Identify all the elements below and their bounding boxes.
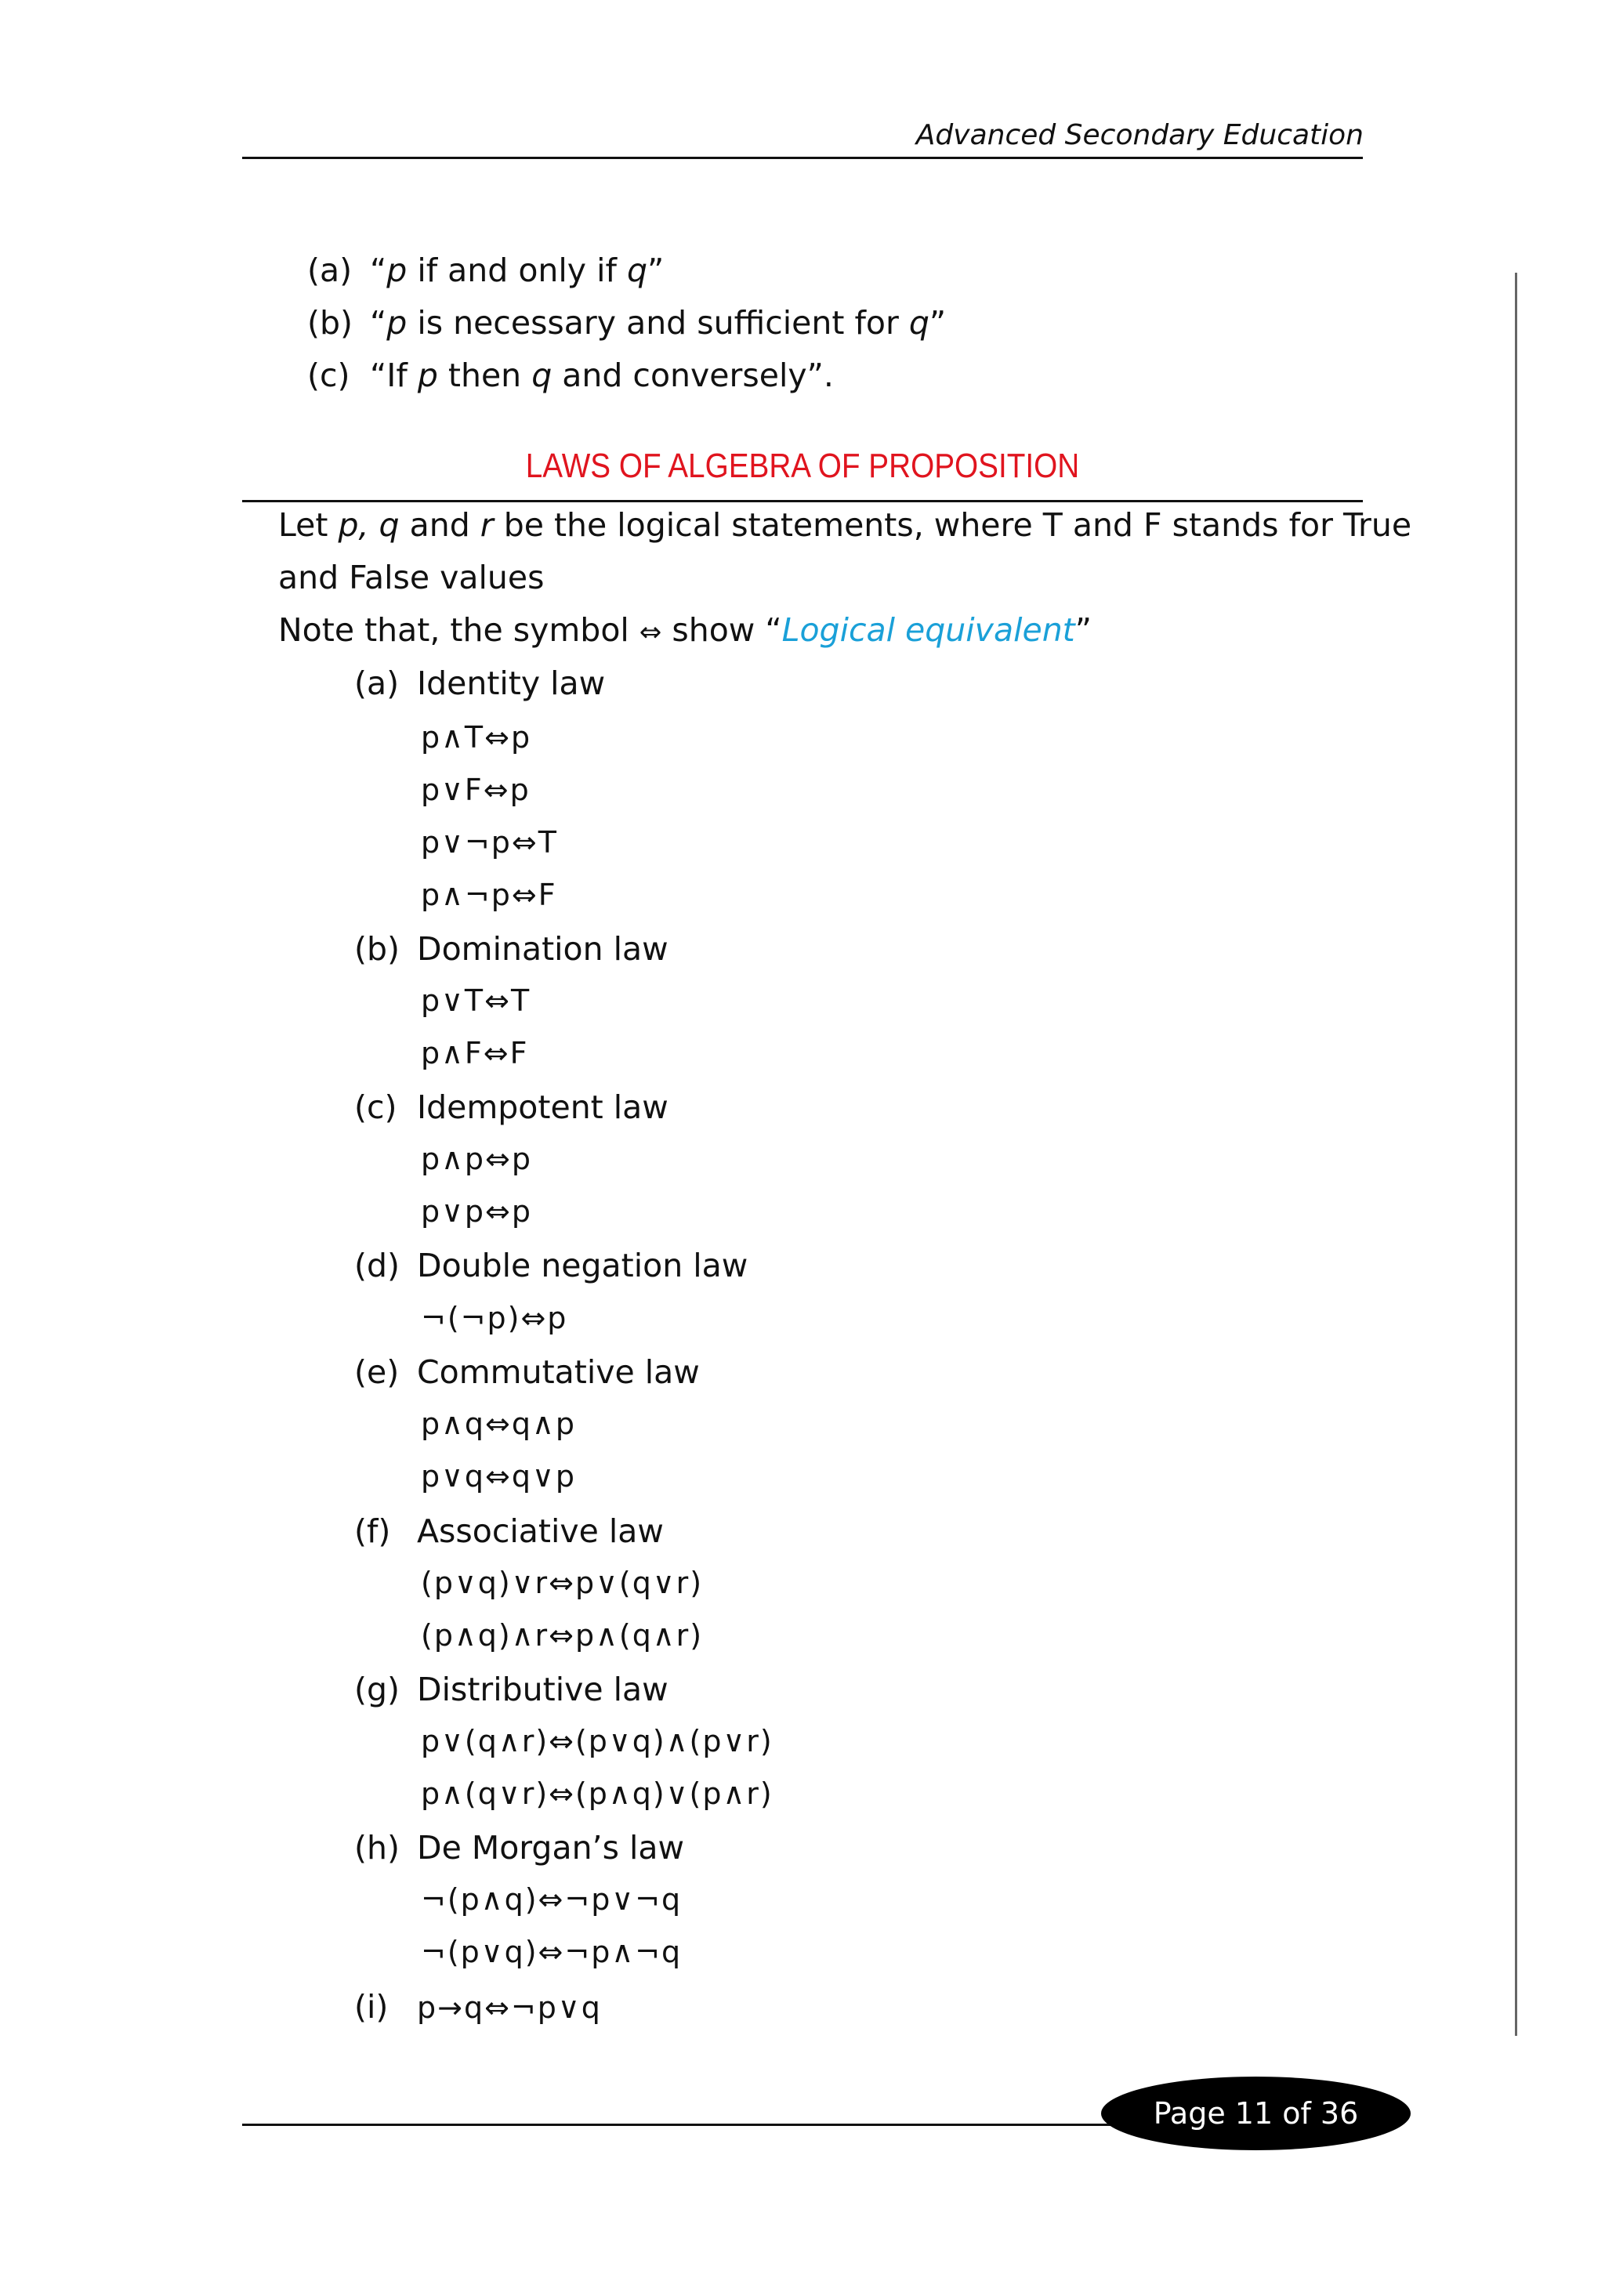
var-q: q [908,304,929,342]
law-name: Commutative law [417,1353,700,1391]
footer-rule [242,2124,1112,2126]
formula: p∨T⇔T [421,983,531,1018]
law-d-heading [354,1246,748,1285]
law-name: Distributive law [417,1671,668,1708]
law-label: (d) [354,1247,400,1284]
formula: p∨p⇔p [421,1194,533,1229]
formula: p∧F⇔F [421,1036,529,1070]
law-g-heading [354,1670,668,1709]
page-number-badge [1101,2077,1411,2150]
law-label: (h) [354,1829,400,1867]
formula: p→q⇔¬p∨q [417,1990,602,2025]
intro-item-a [307,251,664,290]
formula: p∨¬p⇔T [421,825,558,860]
law-label: (g) [354,1671,400,1708]
var-q: q [531,357,553,394]
var-p: p [386,304,408,342]
law-label: (f) [354,1512,391,1550]
intro-paragraph-line-1 [278,505,1411,545]
var-p: p [417,357,438,394]
law-h-heading [354,1828,684,1867]
vars-pq: p, q [338,506,400,544]
law-a-heading [354,664,605,703]
formula: p∧p⇔p [421,1142,533,1176]
formula: ¬(p∨q)⇔¬p∧¬q [421,1935,683,1969]
note-text: show “ [661,611,782,649]
law-c-heading [354,1088,668,1127]
intro-item-c [307,356,834,395]
logical-equivalent-term: Logical equivalent [781,611,1075,649]
law-name: Double negation law [417,1247,748,1284]
intro-item-text: and conversely”. [552,357,834,394]
section-rule [242,500,1363,502]
intro-item-text: “If [370,357,418,394]
law-name: De Morgan’s law [417,1829,685,1867]
var-r: r [480,506,494,544]
open-quote: “ [370,252,387,289]
formula: p∨(q∧r)⇔(p∨q)∧(p∨r) [421,1724,774,1758]
section-title: LAWS OF ALGEBRA OF PROPOSITION [525,447,1080,485]
margin-bar [1515,273,1517,2036]
intro-item-b [307,303,946,342]
law-label: (a) [354,665,400,702]
intro-item-text: then [437,357,532,394]
formula: (p∨q)∨r⇔p∨(q∨r) [421,1566,704,1600]
note-text: Note that, the symbol [278,611,639,649]
note-text: ” [1074,611,1092,649]
intro-text: Let [278,506,339,544]
note-line [278,610,1092,652]
law-name: Associative law [417,1512,664,1550]
law-label: (b) [354,930,400,968]
header-rule [242,157,1363,159]
intro-item-label: (c) [307,357,350,394]
intro-text: be the logical statements, where T and F stands for True [493,506,1412,544]
intro-paragraph-line-2: and False values [278,559,545,596]
intro-item-text: is necessary and sufficient for [407,304,909,342]
formula: ¬(¬p)⇔p [421,1301,568,1335]
page-header-title: Advanced Secondary Education [915,119,1364,151]
formula: p∧T⇔p [421,720,532,755]
formula: p∨F⇔p [421,773,531,807]
intro-text: and [399,506,480,544]
law-name: Domination law [417,930,668,968]
formula: p∧q⇔q∧p [421,1407,576,1441]
law-b-heading [354,929,668,969]
law-label: (c) [354,1088,397,1126]
var-q: q [626,252,647,289]
formula: (p∧q)∧r⇔p∧(q∧r) [421,1618,704,1653]
close-quote: ” [647,252,665,289]
var-p: p [386,252,408,289]
intro-item-label: (a) [307,252,353,289]
law-label: (e) [354,1353,400,1391]
formula: p∧¬p⇔F [421,878,557,912]
law-i-heading [354,1987,602,2027]
law-e-heading [354,1353,700,1392]
law-f-heading [354,1512,664,1551]
equivalence-symbol: ⇔ [639,617,662,648]
law-label: (i) [354,1988,389,2026]
intro-item-label: (b) [307,304,353,342]
page-number-label: Page 11 of 36 [1153,2096,1359,2131]
law-name: Idempotent law [417,1088,668,1126]
law-name: Identity law [417,665,606,702]
intro-item-text: if and only if [407,252,627,289]
formula: p∨q⇔q∨p [421,1459,576,1494]
formula: ¬(p∧q)⇔¬p∨¬q [421,1882,683,1917]
open-quote: “ [370,304,387,342]
close-quote: ” [929,304,947,342]
formula: p∧(q∨r)⇔(p∧q)∨(p∧r) [421,1776,774,1811]
